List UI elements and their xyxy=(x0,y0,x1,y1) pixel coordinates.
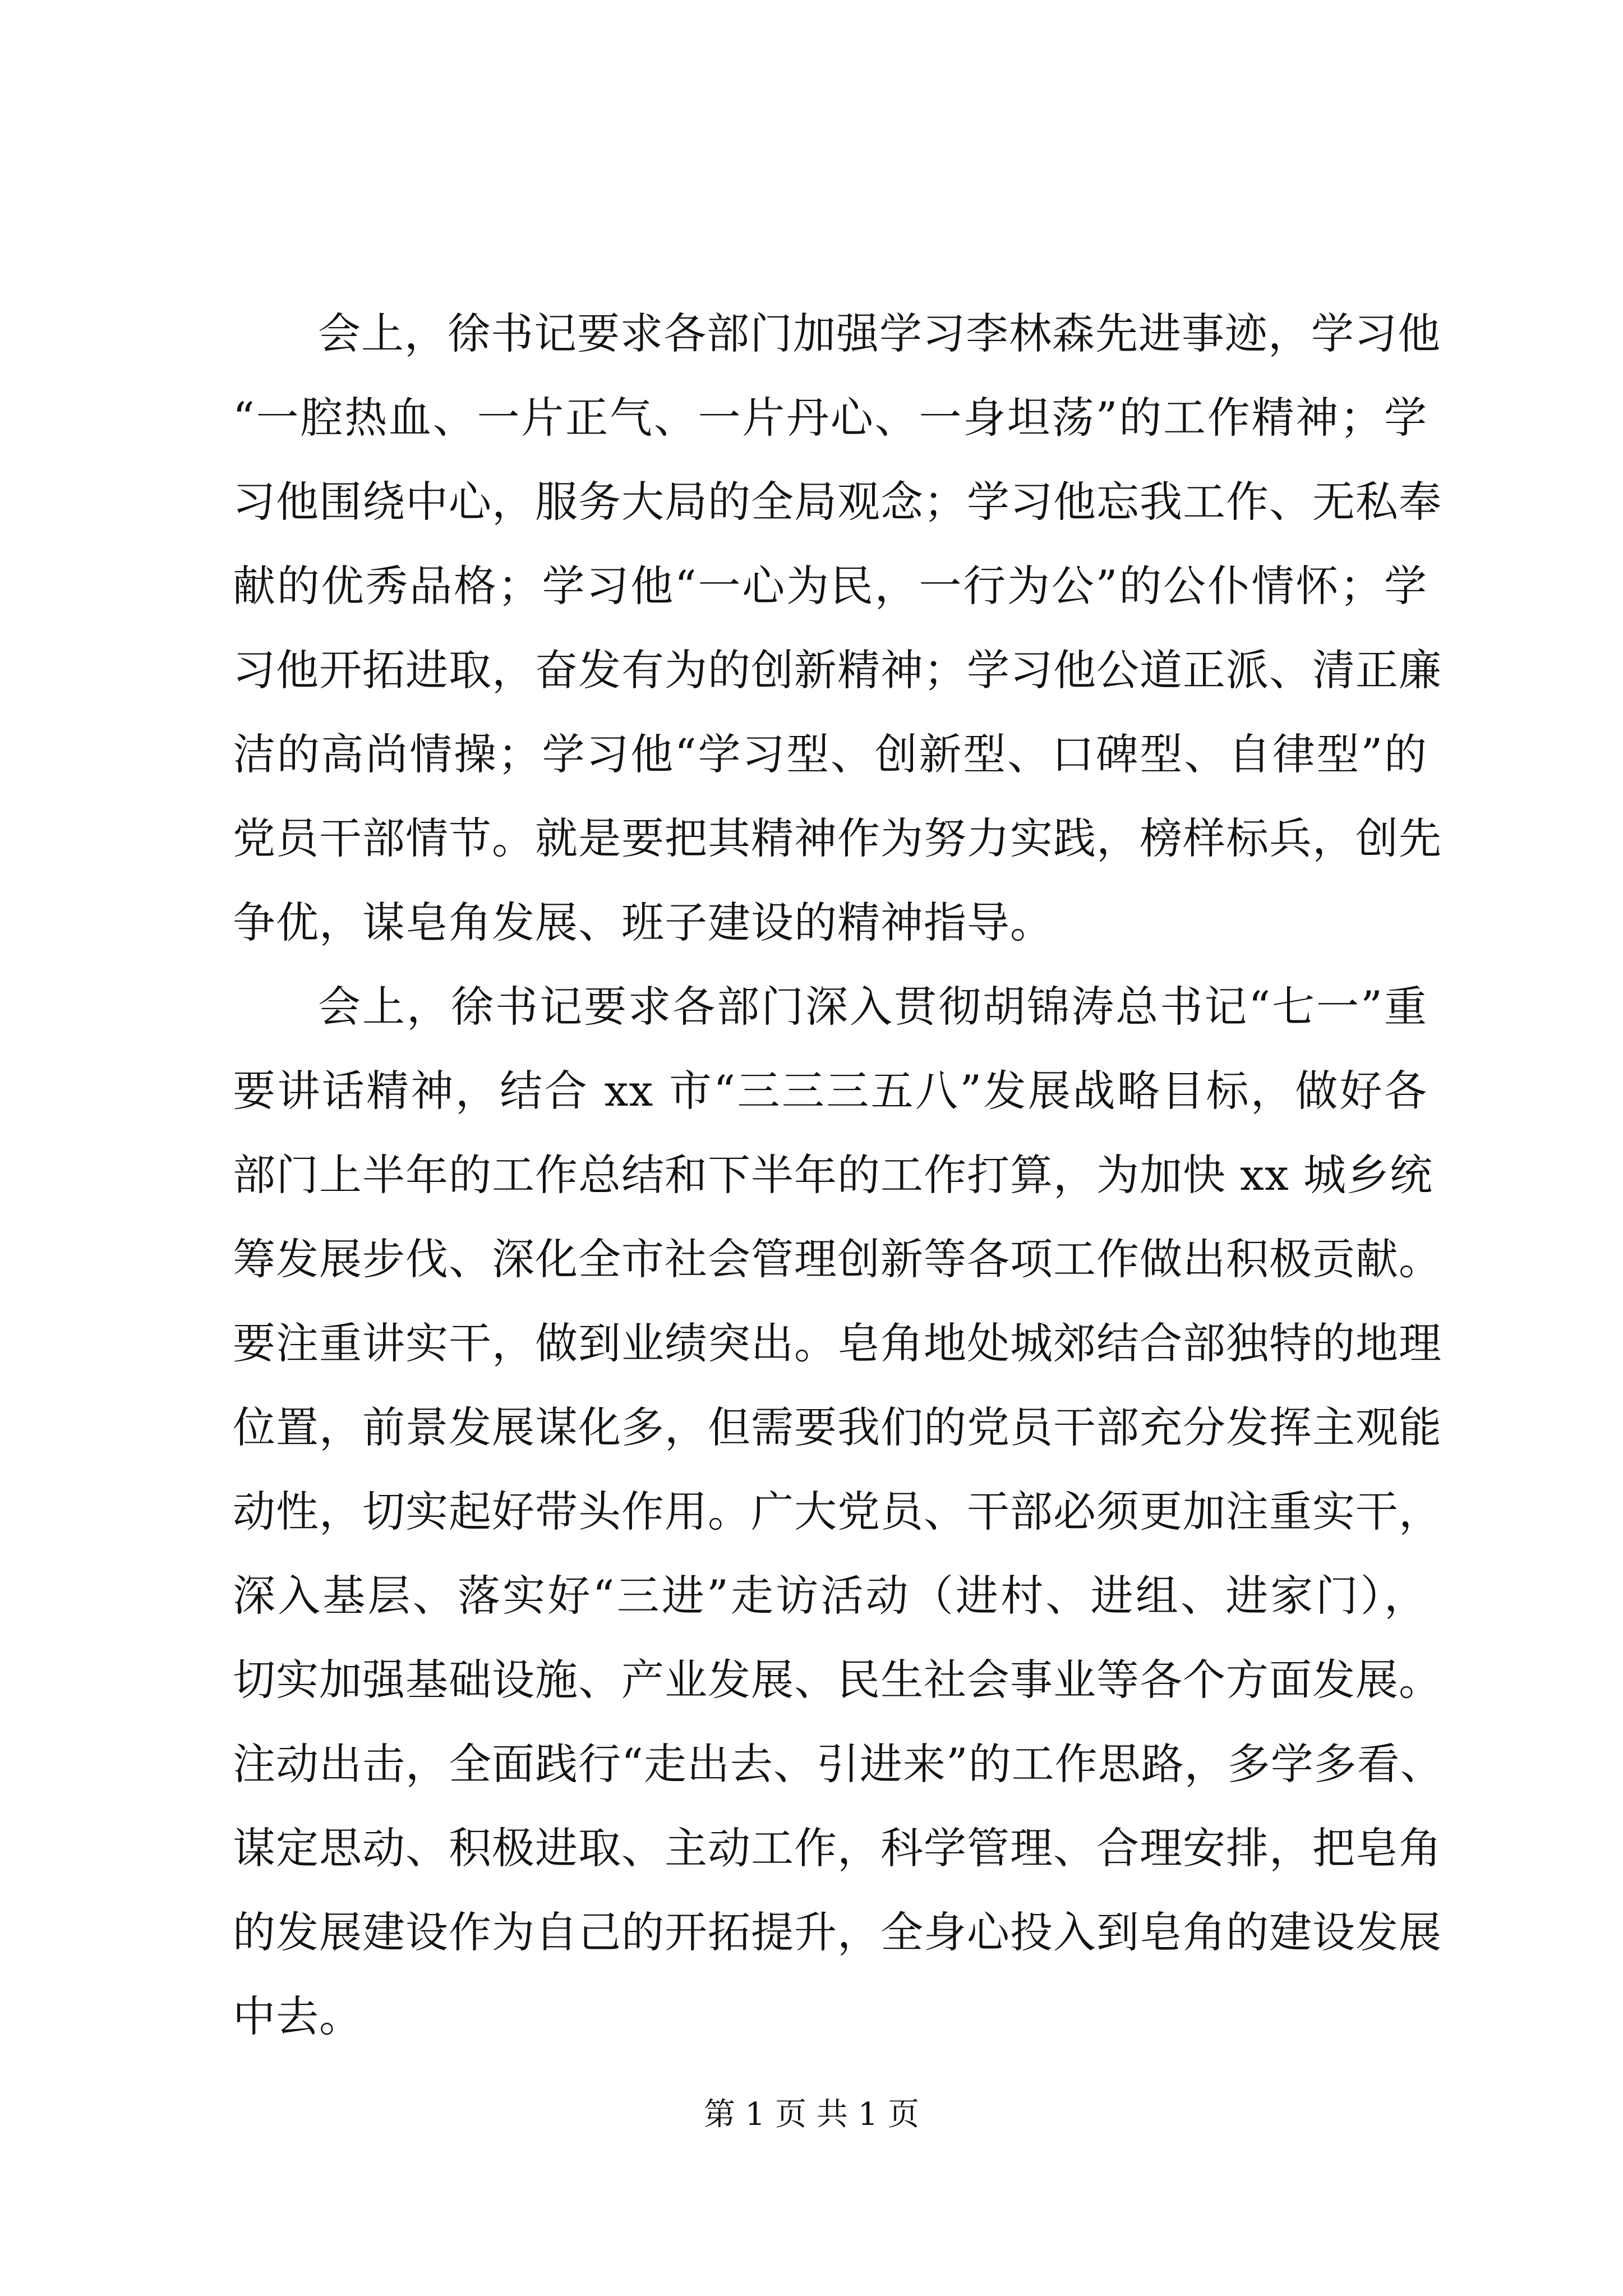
text-line: 注动出击，全面践行“走出去、引进来”的工作思路，多学多看、 xyxy=(233,1739,1444,1789)
text-line: 洁的高尚情操；学习他“学习型、创新型、口碑型、自律型”的 xyxy=(233,729,1427,779)
text-line: 党员干部情节。就是要把其精神作为努力实践，榜样标兵，创先 xyxy=(233,813,1442,863)
text-line: 的发展建设作为自己的开拓提升，全身心投入到皂角的建设发展 xyxy=(233,1907,1442,1957)
text-line: 要讲话精神，结合 xx 市“三三三五八”发展战略目标，做好各 xyxy=(233,1066,1427,1116)
text-line: 习他开拓进取，奋发有为的创新精神；学习他公道正派、清正廉 xyxy=(233,645,1442,695)
text-line: 谋定思动、积极进取、主动工作，科学管理、合理安排，把皂角 xyxy=(233,1823,1442,1873)
text-line: 会上，徐书记要求各部门加强学习李林森先进事迹，学习他 xyxy=(318,309,1441,358)
page-number-label: 第 1 页 共 1 页 xyxy=(703,2096,920,2133)
text-line: 切实加强基础设施、产业发展、民生社会事业等各个方面发展。 xyxy=(233,1655,1442,1705)
document-body xyxy=(233,292,1444,2059)
text-line: 要注重讲实干，做到业绩突出。皂角地处城郊结合部独特的地理 xyxy=(233,1318,1442,1368)
text-line: 部门上半年的工作总结和下半年的工作打算，为加快 xx 城乡统 xyxy=(233,1150,1433,1200)
paragraph-1 xyxy=(233,292,1442,965)
paragraph-2 xyxy=(233,965,1444,2059)
text-line: 深入基层、落实好“三进”走访活动（进村、进组、进家门）， xyxy=(233,1571,1427,1621)
text-line: 献的优秀品格；学习他“一心为民，一行为公”的公仆情怀；学 xyxy=(233,561,1427,611)
text-line: 争优，谋皂角发展、班子建设的精神指导。 xyxy=(233,898,1053,947)
text-line: 会上，徐书记要求各部门深入贯彻胡锦涛总书记“七一”重 xyxy=(318,982,1427,1032)
text-line: 筹发展步伐、深化全市社会管理创新等各项工作做出积极贡献。 xyxy=(233,1234,1442,1284)
text-line: 中去。 xyxy=(233,1991,362,2041)
text-line: 位置，前景发展谋化多，但需要我们的党员干部充分发挥主观能 xyxy=(233,1402,1442,1452)
text-line: 习他围绕中心，服务大局的全局观念；学习他忘我工作、无私奉 xyxy=(233,477,1442,527)
text-line: “一腔热血、一片正气、一片丹心、一身坦荡”的工作精神；学 xyxy=(233,393,1427,443)
page-footer xyxy=(0,2092,1623,2137)
text-line: 动性，切实起好带头作用。广大党员、干部必须更加注重实干， xyxy=(233,1487,1442,1536)
